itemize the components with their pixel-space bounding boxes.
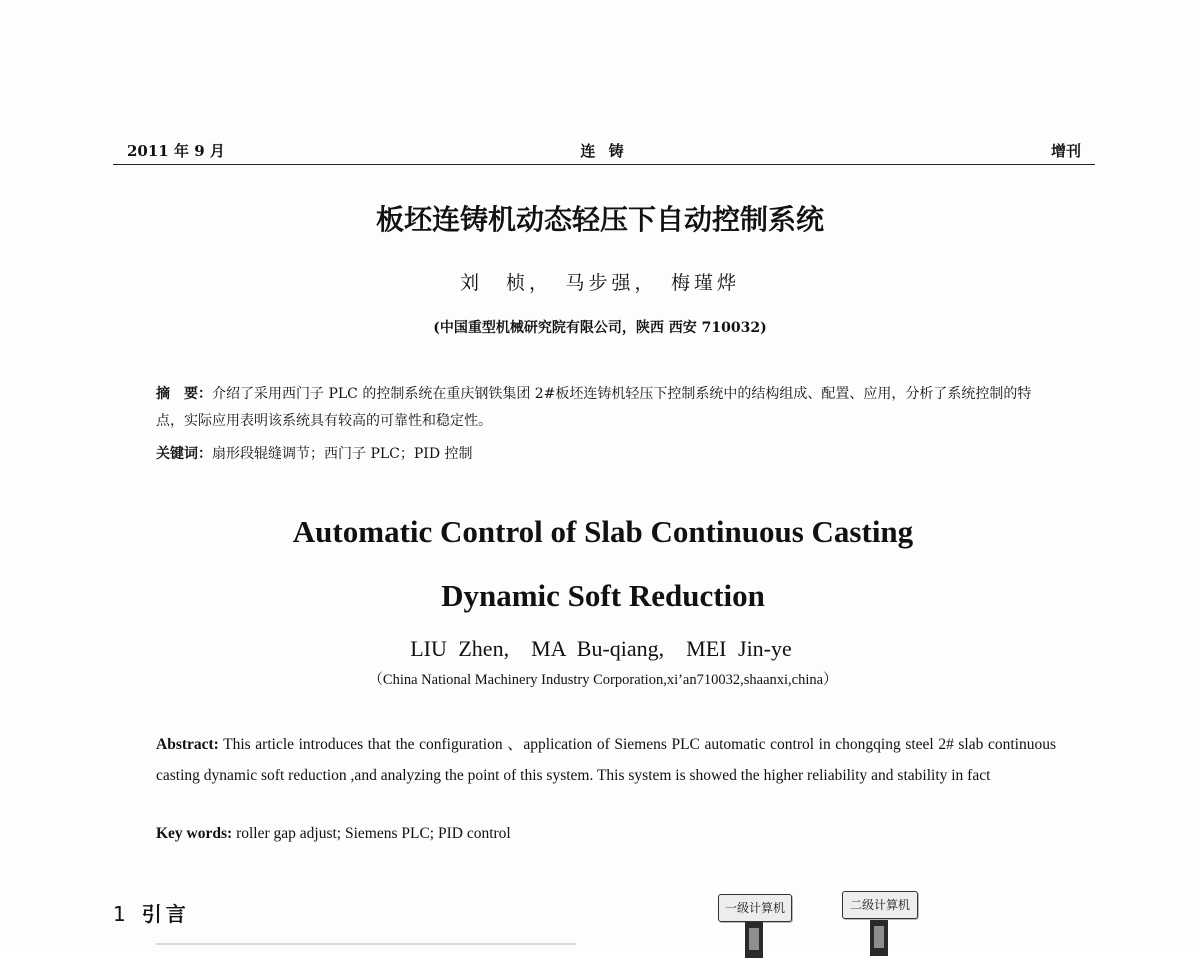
english-keywords-label: Key words:	[156, 825, 233, 842]
english-keywords	[156, 825, 511, 843]
english-title-line1: Automatic Control of Slab Continuous Casting	[292, 514, 914, 549]
section-title: 引言	[141, 902, 190, 926]
section-number: 1	[113, 902, 126, 926]
english-abstract	[156, 729, 1056, 791]
header-issue: 增刊	[1050, 142, 1081, 160]
chinese-keywords-label: 关键词：	[156, 446, 212, 462]
english-abstract-text: This article introduces that the configuration 、application of Siemens PLC automatic control in chongqing steel 2# slab continuous casting dynamic soft reduction ,and analyzing the point of this system. This system is showed the higher reliability and stability in fact	[156, 736, 1056, 784]
section-heading	[113, 898, 190, 927]
chinese-abstract-label: 摘 要：	[156, 386, 212, 402]
level1-computer-icon	[745, 922, 763, 958]
chinese-authors: 刘 桢， 马步强， 梅瑾烨	[459, 272, 740, 294]
level2-computer-icon	[870, 920, 888, 956]
chinese-title: 板坯连铸机动态轻压下自动控制系统	[375, 203, 824, 236]
running-header	[113, 138, 1095, 165]
english-affiliation: （China National Machinery Industry Corporation,xi’an710032,shaanxi,china）	[368, 672, 838, 688]
level1-computer-box: 一级计算机	[718, 894, 792, 922]
chinese-keywords-text: 扇形段辊缝调节；西门子 PLC；PID 控制	[212, 446, 473, 462]
english-abstract-label: Abstract:	[156, 736, 219, 753]
english-authors: LIU Zhen, MA Bu-qiang, MEI Jin-ye	[410, 636, 792, 661]
system-diagram-figure	[700, 880, 960, 952]
body-text-fragment	[156, 940, 576, 950]
chinese-affiliation: (中国重型机械研究院有限公司，陕西 西安 710032)	[433, 320, 767, 336]
header-journal: 连 铸	[580, 142, 628, 160]
english-title-line2: Dynamic Soft Reduction	[441, 578, 765, 613]
chinese-keywords	[156, 443, 473, 463]
chinese-abstract-text: 介绍了采用西门子 PLC 的控制系统在重庆钢铁集团 2#板坯连铸机轻压下控制系统中的结构组成、配置、应用，分析了系统控制的特点，实际应用表明该系统具有较高的可靠性和稳定性。	[156, 386, 1032, 429]
chinese-abstract	[156, 381, 1051, 435]
level2-computer-box: 二级计算机	[842, 891, 918, 919]
english-keywords-text: roller gap adjust; Siemens PLC; PID control	[236, 825, 511, 842]
header-date: 2011 年 9 月	[127, 142, 225, 160]
